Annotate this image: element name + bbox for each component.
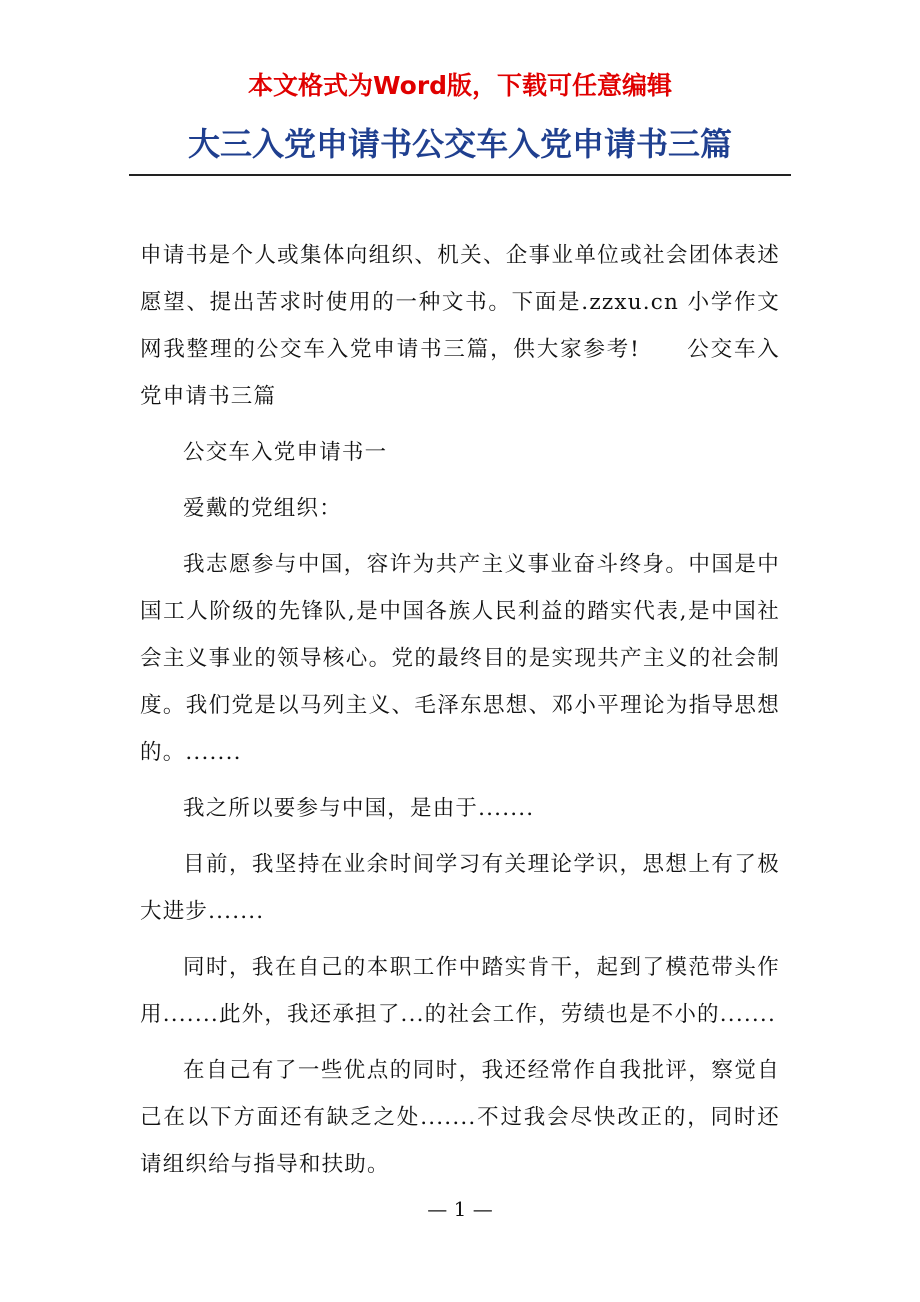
paragraph-body: 我志愿参与中国，容许为共产主义事业奋斗终身。中国是中国工人阶级的先锋队,是中国各族人民利益的踏实代表,是中国社会主义事业的领导核心。党的最终目的是实现共产主义的社会制度。我们党是以马列主义、毛泽东思想、邓小平理论为指导思想的。.......	[140, 552, 780, 765]
section-heading: 公交车入党申请书一	[183, 440, 388, 465]
paragraph-body: 目前，我坚持在业余时间学习有关理论学识，思想上有了极大进步.......	[140, 852, 780, 924]
paragraph-body: 在自己有了一些优点的同时，我还经常作自我批评，察觉自己在以下方面还有缺乏之处.......不过我会尽快改正的，同时还请组织给与指导和扶助。	[140, 1058, 780, 1177]
paragraph-body: 同时，我在自己的本职工作中踏实肯干，起到了模范带头作用.......此外，我还承担了...的社会工作，劳绩也是不小的.......	[140, 955, 780, 1027]
paragraph-intro: 申请书是个人或集体向组织、机关、企事业单位或社会团体表述愿望、提出苦求时使用的一种文书。下面是.zzxu.cn 小学作文网我整理的公交车入党申请书三篇，供大家参考! 公交车入党申请书三篇	[140, 243, 780, 409]
page-number: — 1 —	[427, 1197, 493, 1221]
salutation: 爱戴的党组织：	[183, 496, 342, 521]
title-divider	[129, 174, 791, 176]
document-body	[140, 232, 780, 1197]
document-title: 大三入党申请书公交车入党申请书三篇	[187, 125, 732, 163]
paragraph-body: 我之所以要参与中国，是由于.......	[183, 796, 535, 821]
format-banner: 本文格式为Word版，下载可任意编辑	[247, 71, 673, 100]
